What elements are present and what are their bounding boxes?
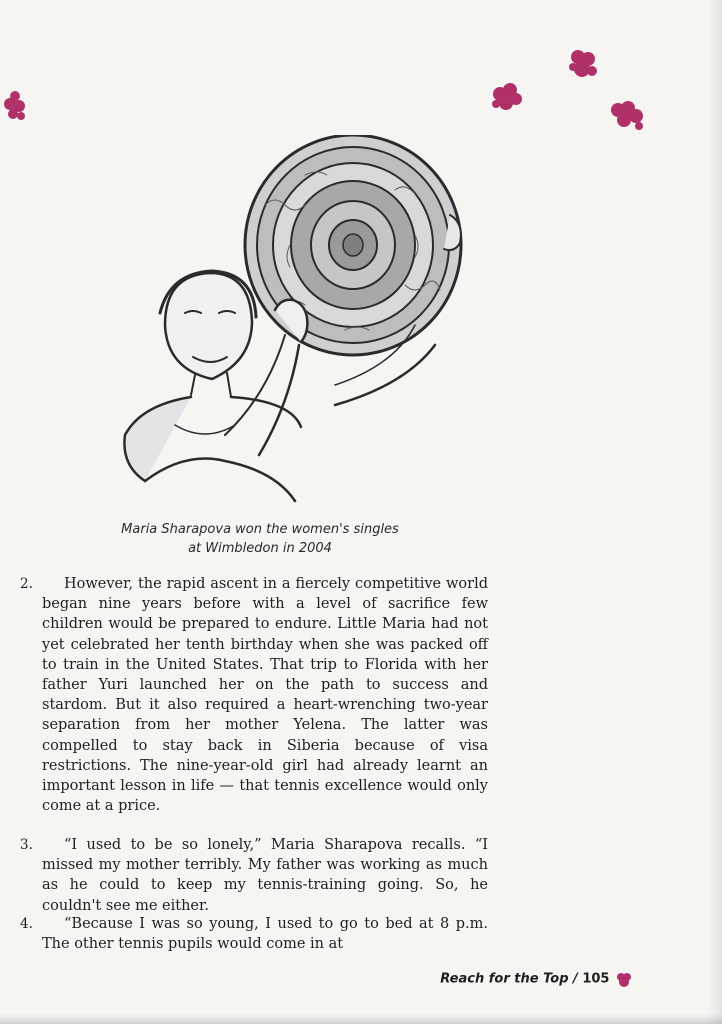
footer-separator: / (568, 971, 583, 987)
flower-icon (614, 970, 634, 988)
trophy-illustration (115, 135, 485, 505)
paragraph (20, 914, 488, 954)
paragraph-text (42, 914, 488, 954)
page-footer (440, 970, 634, 988)
paragraph (20, 835, 488, 916)
page-edge-shadow (708, 0, 722, 1024)
paragraph-number: 2. (20, 576, 33, 592)
paragraph (20, 574, 488, 816)
paragraph-body: “Because I was so young, I used to go to bed at 8 p.m. The other tennis pupils would come in at (42, 916, 488, 953)
paragraph-text (42, 835, 488, 916)
paragraph-body: However, the rapid ascent in a fiercely competitive world began nine years before with a level of sacrifice few children would be prepared to endure. Little Maria had not yet celebrated her tenth birthday when she was packed off to train in the United States. That trip to Florida with her father Yuri launched her on the path to success and stardom. But it also required a heart-wrenching two-year separation from her mother Yelena. The latter was compelled to stay back in Siberia because of visa restrictions. The nine-year-old girl had already learnt an important lesson in life — that tennis excellence would only come at a price. (42, 576, 488, 815)
chapter-title: Reach for the Top (440, 971, 569, 987)
flower-icon (606, 96, 648, 134)
flower-icon (564, 45, 602, 83)
image-caption (60, 520, 460, 558)
paragraph-number: 4. (20, 916, 33, 932)
paragraph-text (42, 574, 488, 816)
paragraph-number: 3. (20, 837, 33, 853)
page-bottom-shadow (0, 1014, 722, 1024)
flower-icon (488, 80, 526, 114)
page-number: 105 (582, 971, 610, 987)
flower-icon (2, 88, 28, 122)
paragraph-body: “I used to be so lonely,” Maria Sharapova recalls. “I missed my mother terribly. My father was working as much as he could to keep my tennis-training going. So, he couldn't see me either. (42, 837, 488, 914)
caption-line: Maria Sharapova won the women's singles (121, 522, 399, 537)
caption-line: at Wimbledon in 2004 (188, 541, 332, 556)
